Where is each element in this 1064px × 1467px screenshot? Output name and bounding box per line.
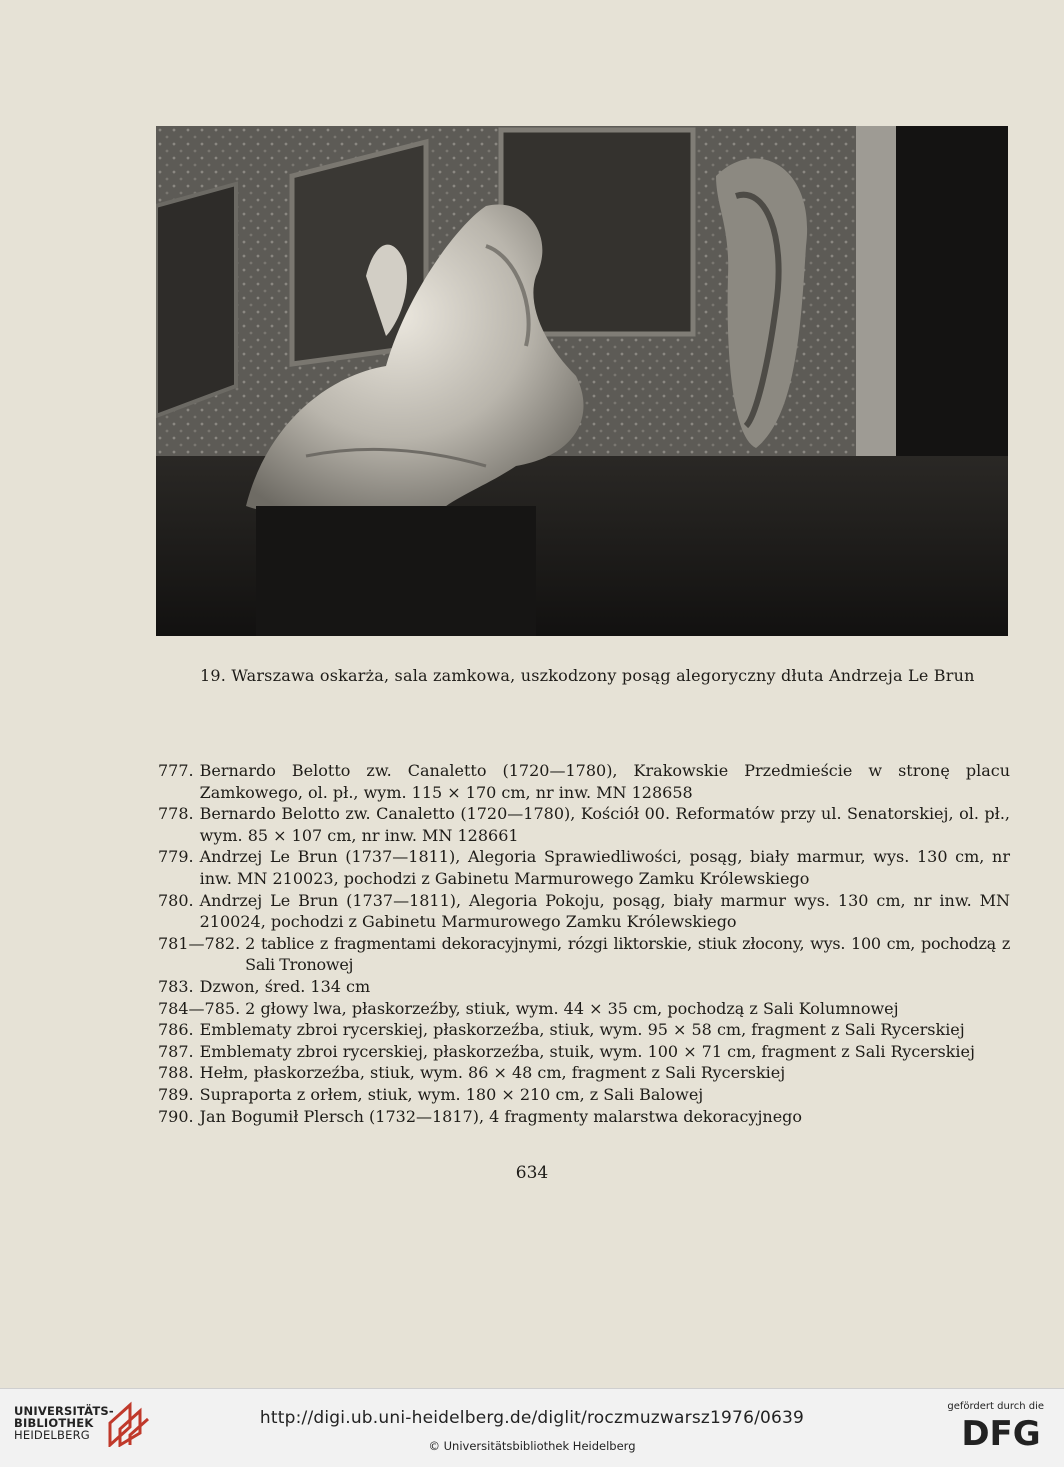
viewer-footer (0, 1388, 1064, 1467)
entry-text: 2 głowy lwa, płaskorzeźby, stiuk, wym. 44 × 35 cm, pochodzą z Sali Kolumnowej (245, 998, 899, 1018)
catalog-entry-783 (158, 976, 1010, 998)
entry-text: Dzwon, śred. 134 cm (199, 976, 371, 996)
entry-text: 2 tablice z fragmentami dekoracyjnymi, rózgi liktorskie, stiuk złocony, wys. 100 cm, pochodzą z Sali Tronowej (245, 933, 1010, 975)
entry-number: 788. (158, 1063, 194, 1083)
funding-text: gefördert durch die (947, 1401, 1044, 1412)
entry-text: Jan Bogumił Plersch (1732—1817), 4 fragmenty malarstwa dekoracyjnego (199, 1106, 803, 1126)
entry-number: 789. (158, 1084, 194, 1104)
catalog-entry-787 (158, 1041, 1010, 1063)
catalog-entry-778 (158, 803, 1010, 846)
dfg-logo-text: DFG (961, 1415, 1041, 1449)
dfg-logo-icon[interactable] (956, 1415, 1046, 1449)
entry-number: 784—785. (158, 998, 241, 1018)
catalog-entries (158, 760, 1010, 1127)
catalog-entry-780 (158, 890, 1010, 933)
catalog-entry-790 (158, 1106, 1010, 1128)
copyright-notice: © Universitätsbibliothek Heidelberg (428, 1439, 636, 1453)
entry-text: Hełm, płaskorzeźba, stiuk, wym. 86 × 48 cm, fragment z Sali Rycerskiej (199, 1063, 786, 1083)
entry-text: Supraporta z orłem, stiuk, wym. 180 × 210 cm, z Sali Balowej (199, 1084, 704, 1104)
catalog-entry-777 (158, 760, 1010, 803)
catalog-entry-789 (158, 1084, 1010, 1106)
entry-number: 779. (158, 847, 194, 867)
catalog-entry-788 (158, 1062, 1010, 1084)
entry-text: Andrzej Le Brun (1737—1811), Alegoria Pokoju, posąg, biały marmur wys. 130 cm, nr inw. MN 210024, pochodzi z Gabinetu Marmurowego Zamku Królewskiego (199, 890, 1010, 932)
catalog-entry-786 (158, 1019, 1010, 1041)
entry-number: 780. (158, 890, 194, 910)
entry-number: 790. (158, 1106, 194, 1126)
figure-photograph (156, 126, 1008, 636)
figure-caption: 19. Warszawa oskarża, sala zamkowa, uszkodzony posąg alegoryczny dłuta Andrzeja Le Brun (200, 666, 975, 685)
library-name-line-2: BIBLIOTHEK (14, 1416, 94, 1430)
catalog-entry-781-782 (158, 933, 1010, 976)
catalog-entry-784-785 (158, 998, 1010, 1020)
entry-number: 781—782. (158, 933, 241, 953)
entry-number: 786. (158, 1020, 194, 1040)
library-name-line-3: HEIDELBERG (14, 1428, 90, 1442)
entry-text: Bernardo Belotto zw. Canaletto (1720—1780), Krakowskie Przedmieście w stronę placu Zamkowego, ol. pł., wym. 115 × 170 cm, nr inw. MN 128658 (199, 761, 1010, 802)
library-name-line-1: UNIVERSITÄTS- (14, 1404, 114, 1418)
page-number: 634 (515, 1163, 549, 1183)
entry-number: 777. (158, 761, 194, 780)
entry-text: Bernardo Belotto zw. Canaletto (1720—1780), Kościół 00. Reformatów przy ul. Senatorskiej, ol. pł., wym. 85 × 107 cm, nr inw. MN 128661 (199, 804, 1010, 845)
catalog-entry-779 (158, 846, 1010, 889)
entry-number: 778. (158, 804, 194, 824)
entry-number: 783. (158, 976, 194, 996)
entry-text: Emblematy zbroi rycerskiej, płaskorzeźba, stuik, wym. 100 × 71 cm, fragment z Sali Rycerskiej (199, 1041, 975, 1061)
entry-text: Emblematy zbroi rycerskiej, płaskorzeźba, stiuk, wym. 95 × 58 cm, fragment z Sali Rycerskiej (199, 1020, 965, 1040)
statue-photo-illustration (156, 126, 1008, 636)
entry-text: Andrzej Le Brun (1737—1811), Alegoria Sprawiedliwości, posąg, biały marmur, wys. 130 cm, nr inw. MN 210023, pochodzi z Gabinetu Marmurowego Zamku Królewskiego (199, 847, 1010, 888)
permalink-url[interactable]: http://digi.ub.uni-heidelberg.de/diglit/roczmuzwarsz1976/0639 (259, 1408, 805, 1428)
entry-number: 787. (158, 1041, 194, 1061)
